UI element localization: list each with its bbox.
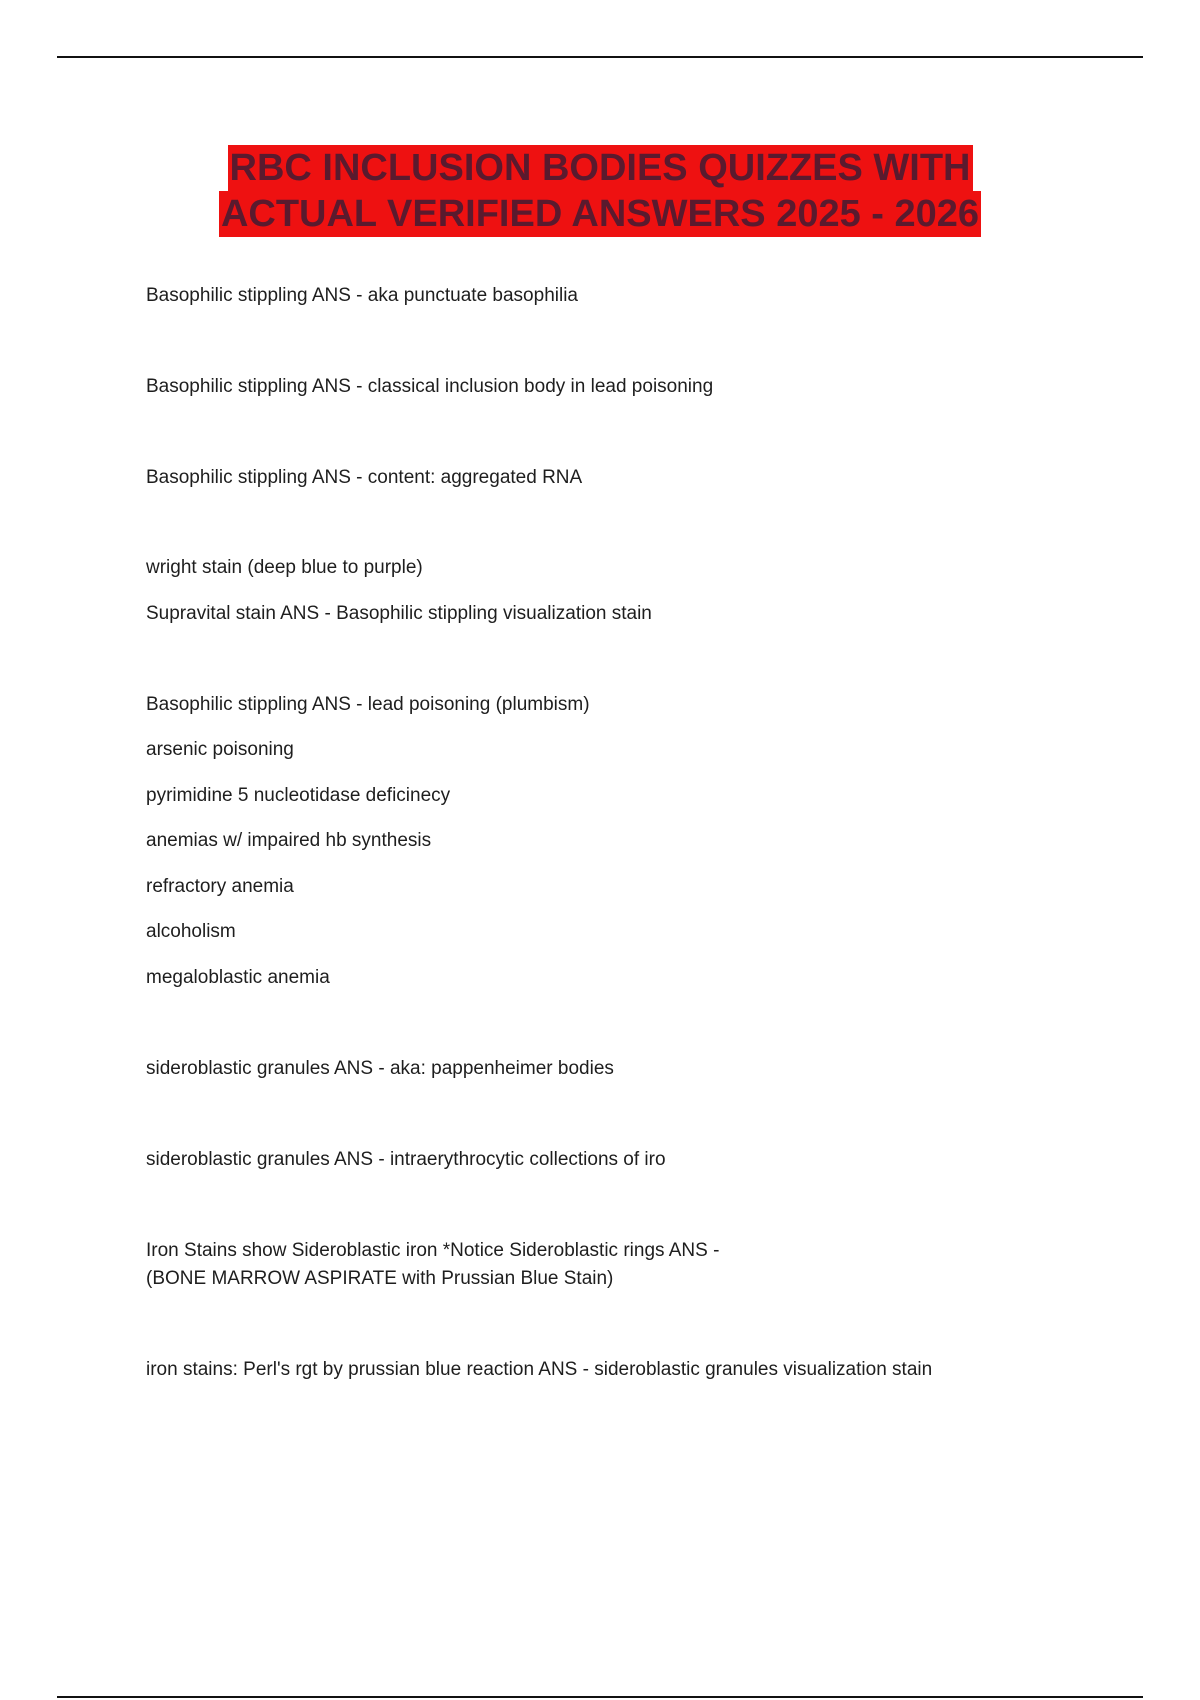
- qa-line: Basophilic stippling ANS - aka punctuate basophilia: [146, 285, 578, 306]
- document-title: [0, 145, 1200, 237]
- qa-line: megaloblastic anemia: [146, 967, 330, 988]
- qa-line: sideroblastic granules ANS - intraerythrocytic collections of iro: [146, 1149, 666, 1170]
- qa-line: alcoholism: [146, 921, 236, 942]
- qa-line: Basophilic stippling ANS - content: aggregated RNA: [146, 467, 583, 488]
- qa-line: iron stains: Perl's rgt by prussian blue reaction ANS - sideroblastic granules visualization stain: [146, 1359, 933, 1380]
- qa-line: Iron Stains show Sideroblastic iron *Notice Sideroblastic rings ANS -: [146, 1240, 720, 1261]
- qa-line: Basophilic stippling ANS - classical inclusion body in lead poisoning: [146, 376, 714, 397]
- title-line-1: RBC INCLUSION BODIES QUIZZES WITH: [229, 147, 971, 189]
- qa-line: Supravital stain ANS - Basophilic stippling visualization stain: [146, 603, 652, 624]
- qa-line: sideroblastic granules ANS - aka: pappenheimer bodies: [146, 1058, 614, 1079]
- qa-line: Basophilic stippling ANS - lead poisoning (plumbism): [146, 694, 590, 715]
- qa-line: (BONE MARROW ASPIRATE with Prussian Blue Stain): [146, 1268, 614, 1289]
- title-line-2: ACTUAL VERIFIED ANSWERS 2025 - 2026: [220, 193, 980, 235]
- qa-line: refractory anemia: [146, 876, 294, 897]
- qa-line: wright stain (deep blue to purple): [146, 557, 423, 578]
- qa-line: pyrimidine 5 nucleotidase deficinecy: [146, 785, 451, 806]
- bottom-rule: [57, 1696, 1143, 1698]
- qa-line: arsenic poisoning: [146, 739, 294, 760]
- top-rule: [57, 56, 1143, 58]
- qa-line: anemias w/ impaired hb synthesis: [146, 830, 432, 851]
